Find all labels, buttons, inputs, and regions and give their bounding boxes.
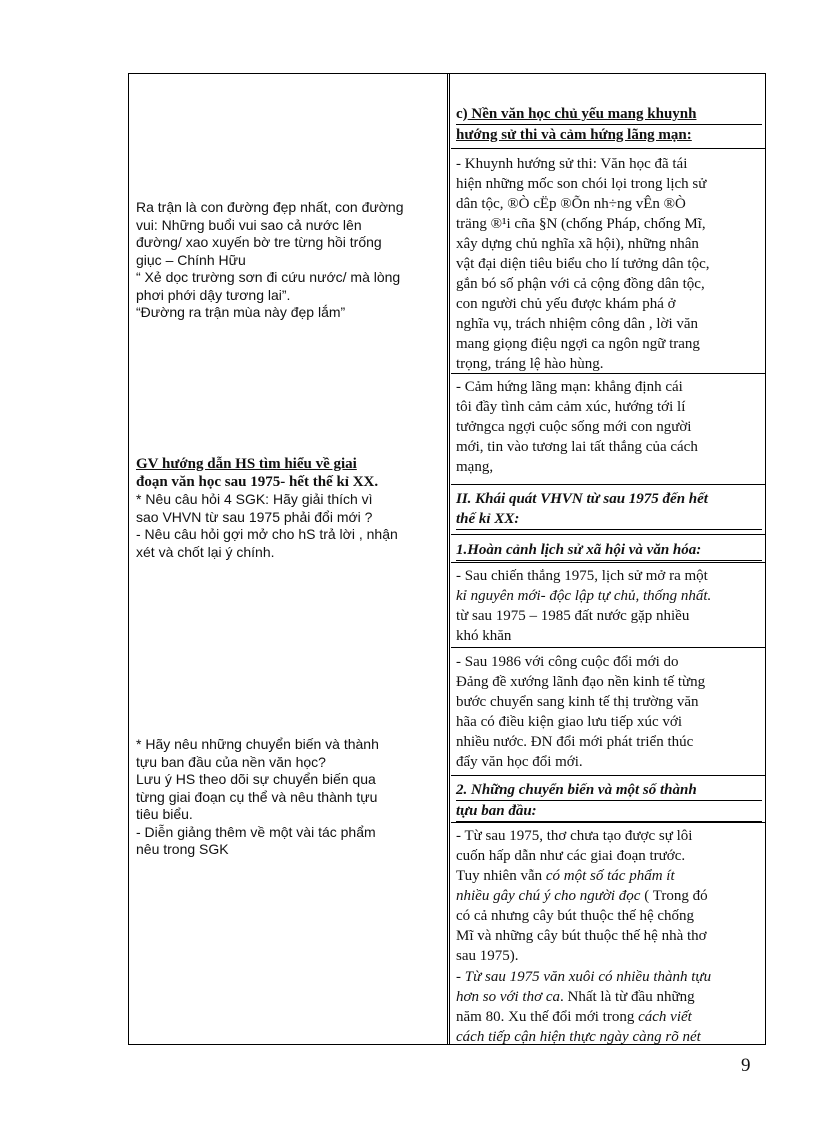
text-line: nêu trong SGK: [136, 841, 229, 857]
text-line: * Hãy nêu những chuyển biến và thành: [136, 736, 379, 752]
guidance-heading: GV hướng dẫn HS tìm hiểu về giai: [136, 456, 357, 472]
text-line: * Nêu câu hỏi 4 SGK: Hãy giải thích vì: [136, 491, 373, 507]
column-divider: [447, 74, 450, 1044]
text-line: Ra trận là con đường đẹp nhất, con đường: [136, 199, 404, 215]
romantic-inspiration: - Cảm hứng lãng mạn: khẳng định cái tôi đầy tình cảm cảm xúc, hướng tới lí tưởngca ngợi cuộc sống mới con người mới, tin vào tương lai tất thắng của cách mạng,: [456, 379, 698, 475]
section-1-heading: 1.Hoàn cảnh lịch sử xã hội và văn hóa:: [456, 540, 762, 561]
achievements-block: [136, 736, 440, 859]
quote-block: [136, 199, 440, 322]
page-number: 9: [741, 1055, 751, 1076]
text-line: - Nêu câu hỏi gợi mở cho hS trả lời , nhận: [136, 526, 398, 542]
content-column: [451, 74, 765, 1044]
section-2-heading: 2. Những chuyển biến và một số thành tựu ban đầu:: [456, 780, 762, 822]
teacher-activities-column: [129, 74, 447, 1044]
row-separator: [451, 647, 765, 648]
guidance-block: [136, 455, 440, 561]
lesson-table: [128, 73, 766, 1045]
guidance-heading: đoạn văn học sau 1975- hết thế kỉ XX.: [136, 474, 379, 490]
row-separator: [451, 775, 765, 776]
text-line: “Đường ra trận mùa này đẹp lắm”: [136, 304, 346, 320]
row-separator: [451, 822, 765, 823]
history-context-2: - Sau 1986 với công cuộc đổi mới do Đảng đề xướng lãnh đạo nền kinh tế từng bước chuyển sang kinh tế thị trường văn hãa có điều kiện giao lưu tiếp xúc với nhiều nước. ĐN đổi mới phát triển thúc đẩy văn học đổi mới.: [456, 654, 706, 770]
poetry-achievements: - Từ sau 1975, thơ chưa tạo được sự lôi cuốn hấp dẫn như các giai đoạn trước. Tuy nhiên vẫn có một số tác phẩm ít nhiều gây chú ý cho người đọc ( Trong đó có cả nhưng cây bút thuộc thế hệ chống Mĩ và những cây bút thuộc thế hệ nhà thơ sau 1975).: [456, 828, 708, 964]
text-line: - Diễn giảng thêm về một vài tác phẩm: [136, 823, 376, 840]
text-line: vui: Những buổi vui sao cả nước lên: [136, 216, 362, 233]
section-c-heading: c) Nền văn học chủ yếu mang khuynh hướng sử thi và cảm hứng lãng mạn:: [456, 104, 762, 145]
text-line: xét và chốt lại ý chính.: [136, 543, 275, 560]
row-separator: [451, 373, 765, 374]
text-line: đường/ xao xuyến bờ tre từng hồi trống: [136, 234, 382, 250]
row-separator: [451, 148, 765, 149]
row-separator: [451, 562, 765, 563]
section-ii-heading: II. Khái quát VHVN từ sau 1975 đến hết thế kỉ XX:: [456, 489, 762, 530]
text-line: giục – Chính Hữu: [136, 251, 246, 268]
text-line: sao VHVN từ sau 1975 phải đổi mới ?: [136, 508, 373, 525]
epic-tendency-cont: con người chủ yếu được khám phá ở nghĩa vụ, trách nhiệm công dân , lời văn mang giọng điệu ngợi ca ngôn ngữ trang trọng, tráng lệ hào hùng.: [456, 296, 700, 372]
text-line: tiêu biểu.: [136, 806, 193, 822]
history-context-1: - Sau chiến thắng 1975, lịch sử mở ra một kỉ nguyên mới- độc lập tự chủ, thống nhất. từ sau 1975 – 1985 đất nước gặp nhiều khó khăn: [456, 568, 712, 644]
text-line: phơi phới dậy tương lai”.: [136, 286, 291, 303]
prose-achievements: - Từ sau 1975 văn xuôi có nhiều thành tựu hơn so với thơ ca. Nhất là từ đầu những năm 80. Xu thế đổi mới trong cách viết cách tiếp cận hiện thực ngày càng rõ nét: [456, 969, 712, 1045]
text-line: tựu ban đầu của nền văn học?: [136, 753, 326, 770]
row-separator: [451, 534, 765, 535]
epic-tendency: - Khuynh hướng sử thi: Văn học đã tái hiện những mốc son chói lọi trong lịch sử dân tộc, ®Ò cËp ®Õn nh÷ng vÊn ®Ò träng ®¹i cña §N (chống Pháp, chống Mĩ, xây dựng chủ nghĩa xã hội), những nhân vật đại diện tiêu biểu cho lí tưởng dân tộc, gắn bó số phận với cả cộng đồng dân tộc,: [456, 156, 710, 292]
text-line: “ Xẻ dọc trường sơn đi cứu nước/ mà lòng: [136, 269, 401, 285]
row-separator: [451, 484, 765, 485]
text-line: từng giai đoạn cụ thể và nêu thành tựu: [136, 788, 378, 805]
text-line: Lưu ý HS theo dõi sự chuyển biến qua: [136, 771, 376, 787]
